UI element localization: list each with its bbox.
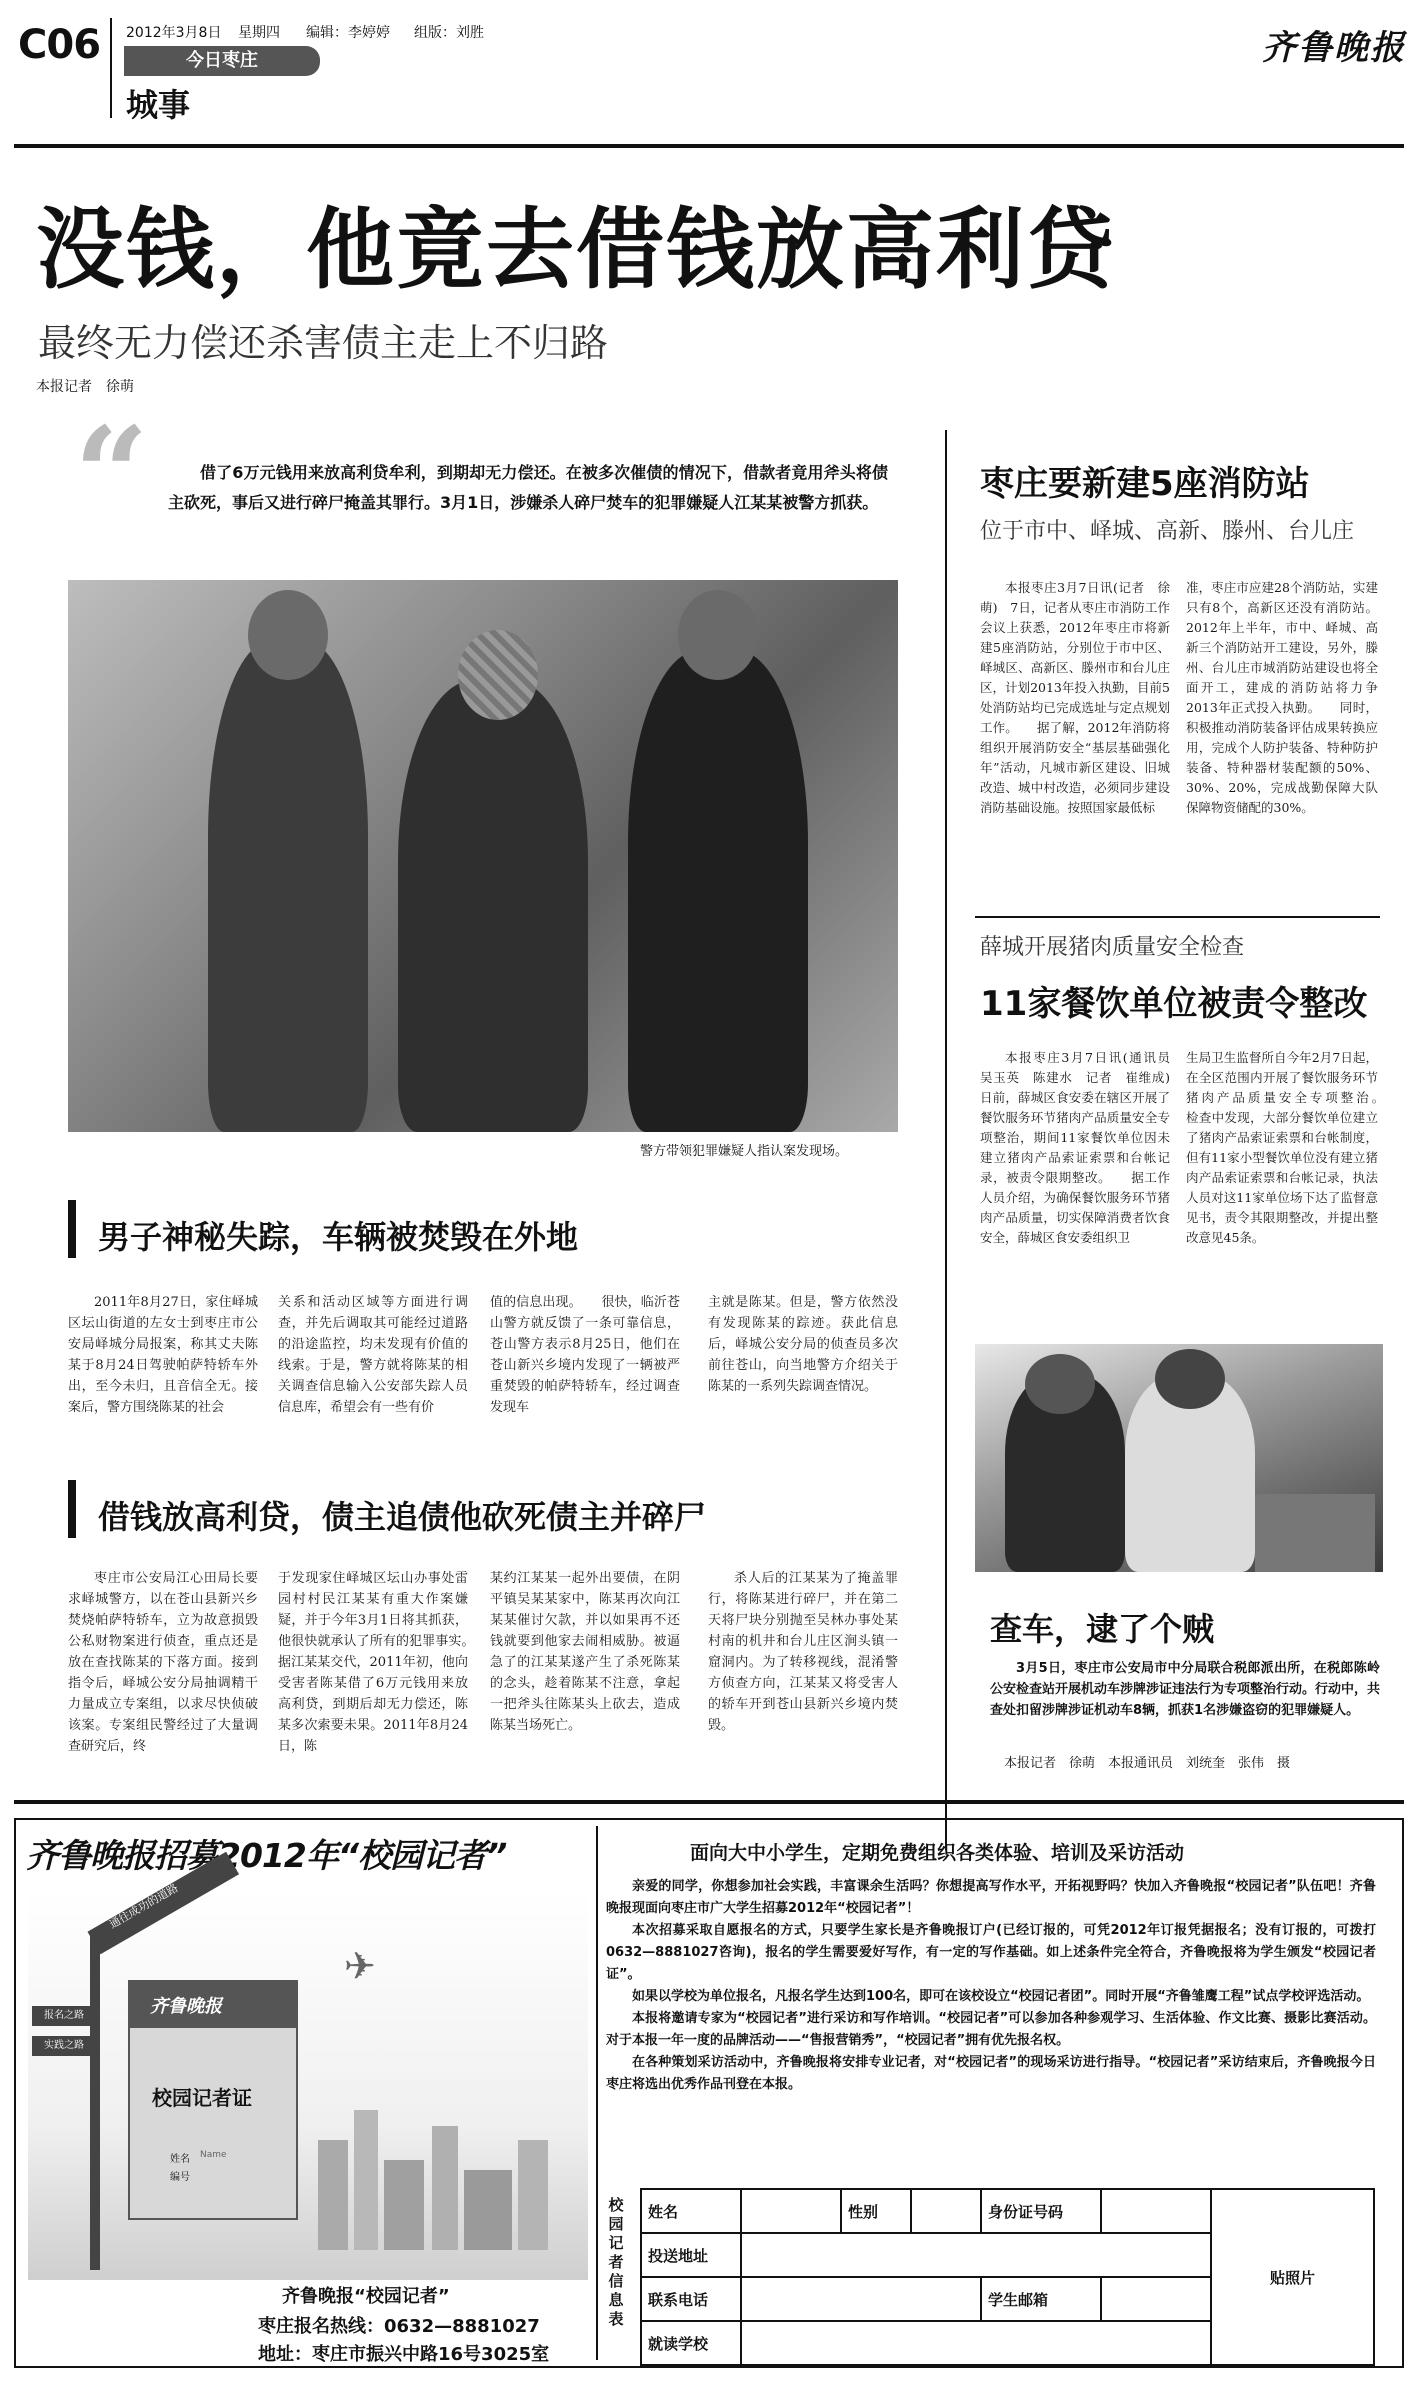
form-post-label: 学生邮箱 [981, 2277, 1101, 2321]
card-field-name: 姓名 [170, 2154, 190, 2165]
form-addr-label: 投送地址 [641, 2233, 741, 2277]
page-header [0, 0, 1417, 140]
masthead-logo: 齐鲁晚报 [1262, 28, 1406, 68]
side3-photo [975, 1344, 1383, 1572]
form-name-label: 姓名 [641, 2189, 741, 2233]
card-title: 校园记者证 [152, 2086, 252, 2110]
sec2-col4: 杀人后的江某某为了掩盖罪行，将陈某进行碎尸，并在第二天将尸块分别抛至吴林办事处某村南的机井和台儿庄区涧头镇一窟洞内。为了转移视线，混淆警方侦查方向，江某某又将受害人的轿车开到苍山县新兴乡境内焚毁。 [708, 1571, 898, 1733]
card-logo: 齐鲁晚报 [150, 1996, 222, 2017]
issue-weekday: 星期四 [238, 25, 280, 41]
sec1-col2: 关系和活动区域等方面进行调查，并先后调取其可能经过道路的沿途监控，均未发现有价值的线索。于是，警方就将陈某的相关调查信息输入公安部失踪人员信息库，希望会有一些有价 [278, 1295, 468, 1415]
form-side-label: 校园记者信息表 [608, 2196, 624, 2328]
sign-left1: 报名之路 [32, 2006, 96, 2026]
side2-title: 11家餐饮单位被责令整改 [980, 984, 1368, 1024]
side2-kicker: 薛城开展猪肉质量安全检查 [980, 935, 1245, 960]
sec2-col1: 枣庄市公安局江心田局长要求峄城警方，以在苍山县新兴乡焚烧帕萨特轿车，立为故意损毁公私财物案进行侦查，重点还是放在查找陈某的下落方面。接到指令后，峄城公安分局抽调精干力量成立专案组，以求尽快侦破该案。专案组民警经过了大量调查研究后，终 [68, 1571, 258, 1754]
subheadline: 最终无力偿还杀害债主走上不归路 [38, 321, 609, 365]
side1-col2: 准，枣庄市应建28个消防站，实建只有8个，高新区还没有消防站。2012年上半年，市中、峄城、高新三个消防站开工建设，另外，滕州、台儿庄市城消防站建设也将全面开工，建成的消防站将力争2013年正式投入执勤。 同时，积极推动消防装备评估成果转换应用，完成个人防护装备、特种防护装备、特种器材装配额的50%、30%、20%，完成战勤保障大队保障物资储配的30%。 [1186, 580, 1378, 815]
signup-form [640, 2188, 1375, 2364]
sec2-col3: 某约江某某一起外出要债，在阴平镇吴某某家中，陈某再次向江某某催讨欠款，并以如果再不还钱就要到他家去闹相威胁。被逼急了的江某某遂产生了杀死陈某的念头，趁着陈某不注意，拿起一把斧头往陈某头上砍去，造成陈某当场死亡。 [490, 1571, 680, 1733]
ad-para-2: 本次招募采取自愿报名的方式，只要学生家长是齐鲁晚报订户(已经订报的，可凭2012年订报凭据报名；没有订报的，可拨打0632—8881027咨询)，报名的学生需要爱好写作，有一定的写作基础。如上述条件完全符合，齐鲁晚报将为学生颁发“校园记者证”。 [606, 1923, 1376, 1982]
ad-slogan: 齐鲁晚报“校园记者” [282, 2286, 450, 2307]
sign-text: 通往成功的道路 [107, 1881, 181, 1932]
form-addr-input[interactable] [741, 2233, 1211, 2277]
issue-date: 2012年3月8日 [126, 25, 222, 41]
sec2-bar [68, 1480, 76, 1538]
layout-credit: 组版：刘胜 [414, 25, 484, 41]
ad-paragraphs [606, 1876, 1376, 2096]
main-photo [68, 580, 898, 1132]
ad-address: 地址：枣庄市振兴中路16号3025室 [258, 2344, 550, 2365]
side3-byline: 本报记者 徐萌 本报通讯员 刘统奎 张伟 摄 [1004, 1756, 1291, 1771]
side1-rule [975, 916, 1380, 918]
sec2-col2: 于发现家住峄城区坛山办事处雷园村村民江某某有重大作案嫌疑，并于今年3月1日将其抓获，他很快就承认了所有的犯罪事实。 据江某某交代，2011年初，他向受害者陈某借了6万元钱用来放高利贷，到期后却无力偿还，陈某多次索要未果。2011年8月24日，陈 [278, 1571, 495, 1754]
side3-text: 3月5日，枣庄市公安局市中分局联合税郎派出所，在税郎陈岭公安检查站开展机动车涉牌涉证违法行为专项整治行动。行动中，共查处扣留涉牌涉证机动车8辆，抓获1名涉嫌盗窃的犯罪嫌疑人。 [990, 1661, 1381, 1718]
ad-divider [596, 1826, 598, 2360]
side2-col2: 生局卫生监督所自今年2月7日起，在全区范围内开展了餐饮服务环节猪肉产品质量安全专项整治。 检查中发现，大部分餐饮单位建立了猪肉产品索证索票和台帐制度，但有11家小型餐饮单位没有建立猪肉产品索证索票和台帐记录，执法人员对这11家单位场下达了监督意见书，责令其限期整改，并提出整改意见45条。 [1186, 1050, 1404, 1245]
header-rule [14, 144, 1404, 148]
sec1-title: 男子神秘失踪，车辆被焚毁在外地 [98, 1218, 579, 1256]
sign-left2: 实践之路 [32, 2036, 96, 2056]
ad-para-4: 本报将邀请专家为“校园记者”进行采访和写作培训。“校园记者”可以参加各种参观学习、生活体验、作文比赛、摄影比赛活动。对于本报一年一度的品牌活动——“售报营销秀”，“校园记者”拥有优先报名权。 [606, 2011, 1376, 2048]
form-id-input[interactable] [1101, 2189, 1211, 2233]
sec1-col4: 主就是陈某。但是，警方依然没有发现陈某的踪迹。获此信息后，峄城公安分局的侦查员多次前往苍山，向当地警方介绍关于陈某的一系列失踪调查情况。 [708, 1295, 898, 1394]
form-id-label: 身份证号码 [981, 2189, 1101, 2233]
section-name: 城事 [126, 86, 191, 124]
headline: 没钱，他竟去借钱放高利贷 [36, 198, 1117, 301]
section-tag: 今日枣庄 [124, 46, 320, 76]
form-gender-label: 性别 [841, 2189, 911, 2233]
press-card [128, 1980, 298, 2220]
sec1-bar [68, 1200, 76, 1258]
form-phone-label: 联系电话 [641, 2277, 741, 2321]
ad-hotline: 枣庄报名热线：0632—8881027 [258, 2316, 540, 2337]
photo-caption: 警方带领犯罪嫌疑人指认案发现场。 [640, 1144, 849, 1159]
side1-col1: 本报枣庄3月7日讯(记者 徐萌) 7日，记者从枣庄市消防工作会议上获悉，2012年枣庄市将新建5座消防站，分别位于市中区、峄城区、高新区、滕州市和台儿庄区，计划2013年投入执勤，目前5处消防站均已完成选址与定点规划工作。 据了解，2012年消防将组织开展消防安全“基层基础强化年”活动，凡城市新区建设、旧城改造、城中村改造，必须同步建设消防基础设施。按照国家最低标 [980, 580, 1170, 815]
airplane-icon: ✈ [344, 1944, 376, 1988]
byline: 本报记者 徐萌 [36, 379, 134, 395]
side2-col1: 本报枣庄3月7日讯(通讯员 吴玉英 陈建水 记者 崔维成) 日前，薛城区食安委在辖区开展了餐饮服务环节猪肉产品质量安全专项整治，期间11家餐饮单位因未建立猪肉产品索证索票和台帐记录，被责令限期整改。 据工作人员介绍，为确保餐饮服务环节猪肉产品质量，切实保障消费者饮食安全，薛城区食安委组织卫 [980, 1050, 1183, 1245]
content-bottom-rule [14, 1800, 1404, 1804]
column-divider [945, 430, 947, 1850]
ad-title: 齐鲁晚报招募2012年“校园记者” [26, 1836, 507, 1875]
page-number: C06 [18, 22, 101, 68]
ad-para-3: 如果以学校为单位报名，凡报名学生达到100名，即可在该校设立“校园记者团”。同时开展“齐鲁雏鹰工程”试点学校评选活动。 [632, 1989, 1370, 2004]
form-photo: 贴照片 [1211, 2189, 1374, 2365]
sec1-col1: 2011年8月27日，家住峄城区坛山街道的左女士到枣庄市公安局峄城分局报案，称其丈夫陈某于8月24日驾驶帕萨特轿车外出，至今未归，且音信全无。接案后，警方围绕陈某的社会 [68, 1295, 258, 1415]
ad-para-1: 亲爱的同学，你想参加社会实践，丰富课余生活吗？你想提高写作水平，开拓视野吗？快加入齐鲁晚报“校园记者”队伍吧！齐鲁晚报现面向枣庄市广大学生招募2012年“校园记者”！ [606, 1879, 1376, 1916]
header-divider [110, 18, 112, 118]
form-post-input[interactable] [1101, 2277, 1211, 2321]
lead-paragraph: 借了6万元钱用来放高利贷牟利，到期却无力偿还。在被多次催债的情况下，借款者竟用斧头将债主砍死，事后又进行碎尸掩盖其罪行。3月1日，涉嫌杀人碎尸焚车的犯罪嫌疑人江某某被警方抓获。 [168, 463, 888, 512]
ad-illustration [28, 1881, 588, 2280]
side1-title: 枣庄要新建5座消防站 [980, 464, 1310, 504]
sec1-col3: 值的信息出现。 很快，临沂苍山警方就反馈了一条可靠信息，苍山警方表示8月25日，他们在苍山新兴乡境内发现了一辆被严重焚毁的帕萨特轿车，经过调查发现车 [490, 1295, 680, 1415]
editor-credit: 编辑：李婷婷 [306, 25, 390, 41]
ad-para-5: 在各种策划采访活动中，齐鲁晚报将安排专业记者，对“校园记者”的现场采访进行指导。“校园记者”采访结束后，齐鲁晚报今日枣庄将选出优秀作品刊登在本报。 [606, 2055, 1376, 2092]
card-placeholder: Name [200, 2150, 227, 2160]
form-name-input[interactable] [741, 2189, 841, 2233]
side1-subtitle: 位于市中、峄城、高新、滕州、台儿庄 [980, 519, 1355, 544]
ad-right-title: 面向大中小学生，定期免费组织各类体验、培训及采访活动 [690, 1842, 1185, 1864]
card-field-no: 编号 [170, 2172, 190, 2183]
side3-title: 查车，逮了个贼 [990, 1610, 1215, 1648]
form-gender-input[interactable] [911, 2189, 981, 2233]
form-school-input[interactable] [741, 2321, 1211, 2365]
quote-mark: “ [74, 398, 149, 551]
sec2-title: 借钱放高利贷，债主追债他砍死债主并碎尸 [98, 1498, 707, 1536]
form-phone-input[interactable] [741, 2277, 981, 2321]
form-school-label: 就读学校 [641, 2321, 741, 2365]
